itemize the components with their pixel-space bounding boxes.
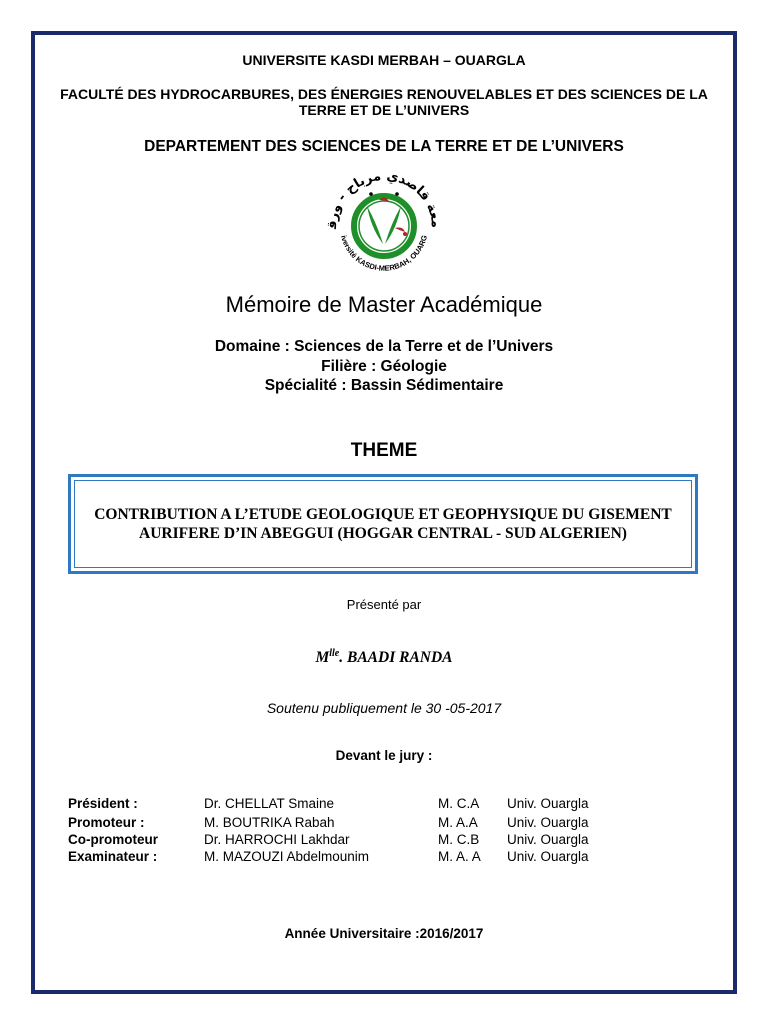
author-name-text: . BAADI RANDA bbox=[339, 649, 453, 667]
program-info bbox=[0, 337, 768, 396]
jury-institution: Univ. Ouargla bbox=[507, 849, 589, 864]
jury-member-name: M. MAZOUZI Abdelmounim bbox=[204, 849, 370, 864]
author-title-sup: lle bbox=[329, 648, 340, 659]
jury-institution: Univ. Ouargla bbox=[507, 815, 589, 830]
author-name bbox=[0, 648, 768, 667]
document-type: Mémoire de Master Académique bbox=[225, 292, 543, 317]
defense-date: Soutenu publiquement le 30 -05-2017 bbox=[266, 700, 502, 716]
jury-institution: Univ. Ouargla bbox=[507, 796, 589, 811]
theme-heading: THEME bbox=[350, 440, 418, 461]
thesis-title: CONTRIBUTION A L’ETUDE GEOLOGIQUE ET GEOPHYSIQUE DU GISEMENT AURIFERE D’IN ABEGGUI (HOGGAR CENTRAL - SUD ALGERIEN) bbox=[94, 506, 672, 542]
jury-member-name: Dr. HARROCHI Lakhdar bbox=[204, 832, 350, 847]
seal-latin-text: iversité KASDI-MERBAH, OUARG bbox=[339, 234, 430, 273]
university-name: UNIVERSITE KASDI MERBAH – OUARGLA bbox=[242, 52, 526, 68]
jury-grade: M. A.A bbox=[438, 815, 478, 830]
jury-role: Co-promoteur bbox=[68, 832, 158, 847]
presented-by-label: Présenté par bbox=[346, 597, 422, 612]
specialite-line: Spécialité : Bassin Sédimentaire bbox=[264, 377, 504, 394]
department-name: DEPARTEMENT DES SCIENCES DE LA TERRE ET DE L’UNIVERS bbox=[144, 138, 624, 155]
academic-year: Année Universitaire :2016/2017 bbox=[284, 926, 484, 941]
jury-institution: Univ. Ouargla bbox=[507, 832, 589, 847]
seal-arabic-text: معة قاصدي مرباح - ورق bbox=[324, 168, 444, 230]
faculty-name: FACULTÉ DES HYDROCARBURES, DES ÉNERGIES RENOUVELABLES ET DES SCIENCES DE LA TERRE ET DE L’UNIVERS bbox=[60, 86, 708, 118]
domain-line: Domaine : Sciences de la Terre et de l’Univers bbox=[214, 338, 554, 355]
jury-role: Président : bbox=[68, 796, 138, 811]
author-title-prefix: M bbox=[315, 649, 330, 667]
jury-grade: M. A. A bbox=[438, 849, 481, 864]
jury-heading: Devant le jury : bbox=[335, 748, 433, 763]
theme-box bbox=[68, 474, 698, 574]
jury-member-name: Dr. CHELLAT Smaine bbox=[204, 796, 335, 811]
jury-member-name: M. BOUTRIKA Rabah bbox=[204, 815, 335, 830]
jury-role: Promoteur : bbox=[68, 815, 145, 830]
jury-grade: M. C.A bbox=[438, 796, 480, 811]
jury-role: Examinateur : bbox=[68, 849, 158, 864]
university-seal-icon bbox=[319, 166, 449, 278]
jury-grade: M. C.B bbox=[438, 832, 480, 847]
filiere-line: Filière : Géologie bbox=[321, 357, 447, 375]
